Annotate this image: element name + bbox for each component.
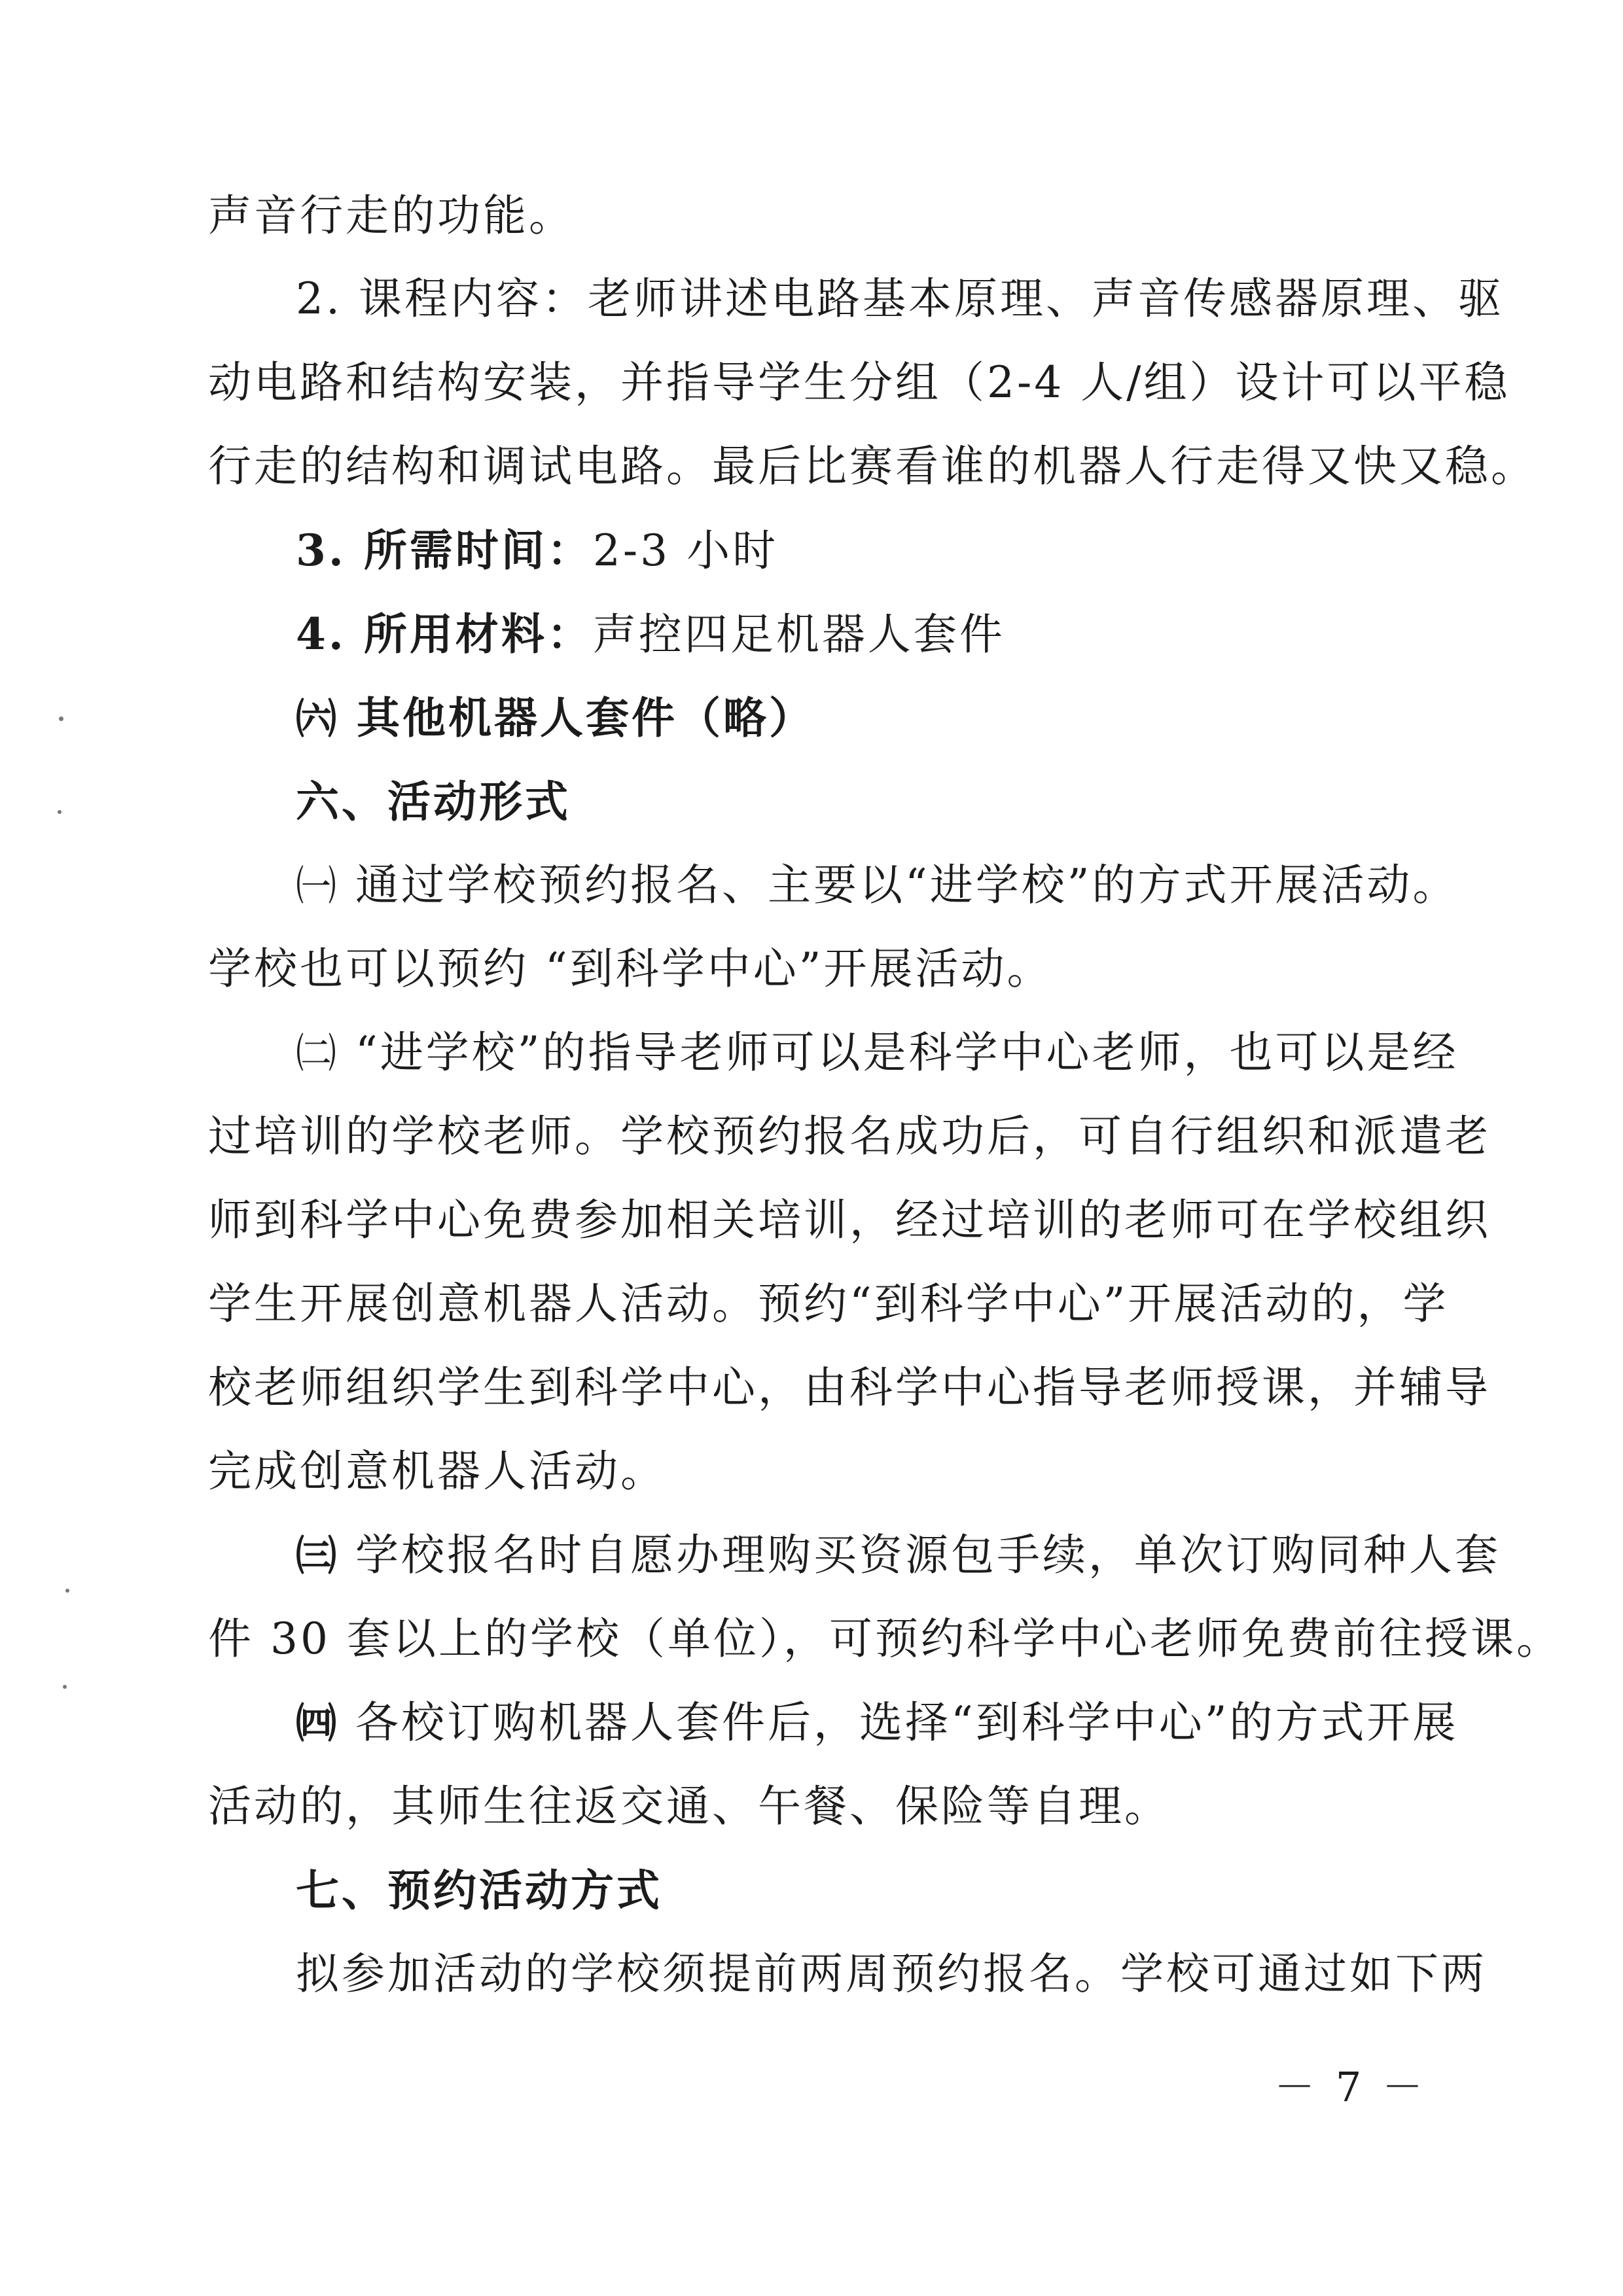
body-text-line: 动电路和结构安装，并指导学生分组（2-4 人/组）设计可以平稳 — [208, 357, 1510, 408]
materials-item — [296, 605, 1526, 664]
section-heading-booking-method: 七、预约活动方式 — [296, 1865, 662, 1916]
section-heading-activity-form: 六、活动形式 — [296, 776, 571, 827]
paragraph-4-line — [296, 1693, 1526, 1753]
body-text-line: 行走的结构和调试电路。最后比赛看谁的机器人行走得又快又稳。 — [208, 441, 1537, 491]
other-kits-heading — [296, 688, 1526, 749]
paragraph-text: “进学校”的指导老师可以是科学中心老师，也可以是经 — [339, 1027, 1459, 1078]
paragraph-5-line: 拟参加活动的学校须提前两周预约报名。学校可通过如下两 — [296, 1949, 1487, 1999]
materials-label: 4. 所用材料： — [296, 609, 593, 660]
paragraph-3-line: 件 30 套以上的学校（单位），可预约科学中心老师免费前往授课。 — [208, 1614, 1562, 1664]
required-time-value: 2-3 小时 — [592, 525, 779, 576]
scan-speck — [65, 1589, 69, 1593]
enum-mark: ㈥ — [296, 695, 340, 743]
enum-mark: ㈠ — [296, 862, 340, 910]
paragraph-text: 各校订购机器人套件后，选择“到科学中心”的方式开展 — [339, 1697, 1459, 1748]
paragraph-text: 学校报名时自愿办理购买资源包手续，单次订购同种人套 — [339, 1530, 1501, 1580]
paragraph-2-line: 师到科学中心免费参加相关培训，经过培训的老师可在学校组织 — [208, 1195, 1491, 1245]
body-text-line: 声音行走的功能。 — [208, 190, 575, 241]
paragraph-2-line — [296, 1023, 1526, 1083]
paragraph-2-line: 学生开展创意机器人活动。预约“到科学中心”开展活动的，学 — [208, 1279, 1449, 1329]
page-number: － 7 － — [1274, 2063, 1427, 2111]
scan-speck — [63, 1685, 67, 1689]
paragraph-2-line: 完成创意机器人活动。 — [208, 1446, 666, 1496]
required-time-label: 3. 所需时间： — [296, 525, 593, 576]
enum-mark: ㈡ — [296, 1029, 340, 1077]
materials-value: 声控四足机器人套件 — [592, 609, 1005, 660]
paragraph-text: 通过学校预约报名、主要以“进学校”的方式开展活动。 — [339, 860, 1459, 910]
paragraph-3-line — [296, 1526, 1526, 1585]
scan-speck — [59, 716, 63, 721]
paragraph-2-line: 过培训的学校老师。学校预约报名成功后，可自行组织和派遣老 — [208, 1111, 1491, 1161]
scan-speck — [58, 810, 62, 814]
enum-mark: ㈢ — [296, 1532, 340, 1580]
enum-mark: ㈣ — [296, 1699, 340, 1747]
other-kits-text: 其他机器人套件（略） — [339, 692, 815, 743]
paragraph-1-line — [296, 856, 1526, 915]
course-content-line: 2. 课程内容：老师讲述电路基本原理、声音传感器原理、驱 — [296, 274, 1504, 324]
paragraph-1-line: 学校也可以预约 “到科学中心”开展活动。 — [208, 944, 1053, 994]
required-time-item — [296, 521, 1526, 580]
paragraph-4-line: 活动的，其师生往返交通、午餐、保险等自理。 — [208, 1781, 1170, 1831]
paragraph-2-line: 校老师组织学生到科学中心，由科学中心指导老师授课，并辅导 — [208, 1362, 1491, 1413]
